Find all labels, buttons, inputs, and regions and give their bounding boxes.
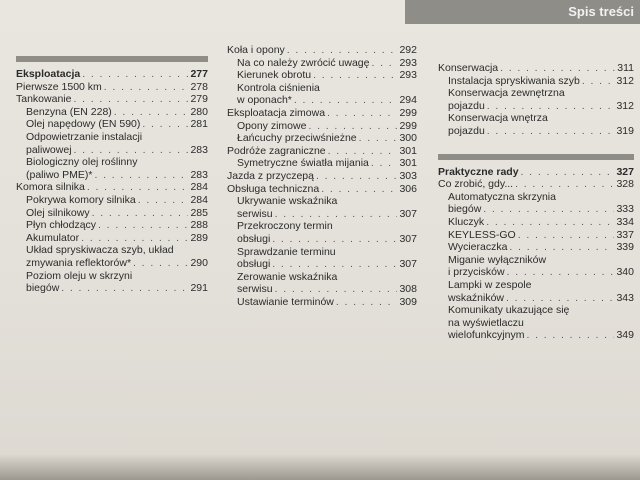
toc-entry-title: Instalacja spryskiwania szyb (448, 74, 580, 87)
toc-entry[interactable] (438, 254, 634, 279)
toc-entry[interactable] (438, 216, 634, 229)
toc-entry[interactable] (16, 106, 208, 119)
toc-entry-title: Kierunek obrotu (237, 69, 312, 82)
leader-dots (142, 118, 188, 131)
toc-entry-page: 337 (616, 228, 634, 241)
section-bar (16, 56, 208, 62)
toc-entry[interactable] (227, 271, 417, 296)
toc-entry-title-line: Komunikaty ukazujące się (448, 304, 570, 317)
leader-dots (316, 170, 398, 183)
leader-dots (336, 296, 398, 309)
leader-dots (509, 241, 614, 254)
toc-entry[interactable] (16, 93, 208, 106)
toc-entry-title-line: Konserwacja wnętrza (448, 112, 548, 125)
leader-dots (138, 194, 189, 207)
toc-entry[interactable] (438, 62, 634, 75)
toc-entry-page: 300 (399, 132, 417, 145)
toc-entry-title: Akumulator (26, 231, 80, 244)
toc-entry[interactable] (438, 279, 634, 304)
toc-entry-title-line: Układ spryskiwacza szyb, układ (26, 244, 174, 257)
toc-entry-page: 307 (399, 258, 417, 271)
toc-entry-title: Kluczyk (448, 215, 485, 228)
leader-dots (582, 75, 615, 88)
toc-entry-page: 327 (616, 165, 634, 178)
toc-entry-page: 307 (399, 207, 417, 220)
leader-dots (133, 257, 188, 270)
toc-entry-title-line: Zerowanie wskaźnika (237, 270, 338, 283)
toc-entry-title: Jazda z przyczepą (227, 169, 314, 182)
toc-entry[interactable] (438, 229, 634, 242)
toc-entry-page: 285 (190, 206, 208, 219)
leader-dots (313, 69, 397, 82)
toc-entry[interactable] (438, 166, 634, 179)
toc-entry-page: 290 (190, 256, 208, 269)
leader-dots (327, 107, 397, 120)
toc-entry-page: 307 (399, 232, 417, 245)
toc-entry[interactable] (438, 112, 634, 137)
toc-entry-title-line: Konserwacja zewnętrzna (448, 87, 565, 100)
toc-entry-page: 279 (190, 93, 208, 106)
toc-entry[interactable] (16, 181, 208, 194)
leader-dots (506, 292, 614, 305)
toc-entry[interactable] (227, 145, 417, 158)
toc-entry-page: 333 (616, 203, 634, 216)
leader-dots (104, 81, 189, 94)
leader-dots (73, 93, 188, 106)
toc-entry[interactable] (438, 304, 634, 342)
leader-dots (272, 233, 397, 246)
toc-entry-page: 312 (616, 74, 634, 87)
toc-entry[interactable] (16, 244, 208, 269)
toc-entry-title-line: Automatyczna skrzynia (448, 190, 556, 203)
toc-entry-page: 294 (399, 94, 417, 107)
toc-entry-title: Płyn chłodzący (26, 219, 97, 232)
toc-entry-page: 289 (190, 231, 208, 244)
toc-entry[interactable] (227, 195, 417, 220)
toc-entry-page: 328 (616, 178, 634, 191)
toc-entry-title: obsługi (237, 232, 271, 245)
toc-entry-title: Symetryczne światła mijania (237, 157, 369, 170)
toc-entry-title: wskaźników (448, 291, 505, 304)
toc-entry-title: i przycisków (448, 266, 505, 279)
toc-entry[interactable] (227, 220, 417, 245)
leader-dots (275, 208, 398, 221)
toc-entry-title: serwisu (237, 283, 273, 296)
header-bar (405, 0, 640, 24)
toc-entry-title: Olej napędowy (EN 590) (26, 118, 141, 131)
toc-entry-page: 306 (399, 182, 417, 195)
toc-entry-title-line: Miganie wyłączników (448, 253, 547, 266)
leader-dots (359, 132, 398, 145)
toc-entry[interactable] (16, 68, 208, 81)
leader-dots (272, 258, 397, 271)
leader-dots (275, 283, 398, 296)
toc-entry-title: Konserwacja (438, 62, 499, 74)
header-title: Spis treści (568, 4, 634, 19)
toc-entry-page: 291 (190, 282, 208, 295)
leader-dots (487, 125, 615, 138)
page-bottom-shadow (0, 454, 640, 480)
toc-entry-page: 293 (399, 69, 417, 82)
leader-dots (81, 232, 188, 245)
toc-entry[interactable] (16, 118, 208, 131)
toc-entry-title: Benzyna (EN 228) (26, 105, 112, 118)
leader-dots (61, 282, 188, 295)
toc-column-1 (16, 56, 208, 295)
toc-entry-page: 278 (190, 80, 208, 93)
toc-entry-title: Na co należy zwrócić uwagę (237, 56, 370, 69)
toc-entry[interactable] (227, 107, 417, 120)
leader-dots (521, 166, 615, 179)
toc-entry-title: Obsługa techniczna (227, 182, 320, 195)
toc-entry[interactable] (16, 219, 208, 232)
toc-entry-title-line: Sprawdzanie terminu (237, 245, 336, 258)
toc-entry[interactable] (438, 75, 634, 88)
toc-entry[interactable] (16, 207, 208, 220)
toc-entry-page: 340 (616, 266, 634, 279)
leader-dots (287, 44, 398, 57)
leader-dots (294, 94, 398, 107)
toc-entry-page: 301 (399, 144, 417, 157)
leader-dots (321, 183, 397, 196)
toc-entry-title: Pokrywa komory silnika (26, 193, 136, 206)
toc-entry-title: biegów (26, 282, 60, 295)
leader-dots (371, 57, 397, 70)
toc-entry-page: 288 (190, 219, 208, 232)
leader-dots (74, 144, 189, 157)
toc-entry-page: 339 (616, 241, 634, 254)
toc-entry[interactable] (227, 246, 417, 271)
toc-entry-title-line: Poziom oleju w skrzyni (26, 269, 133, 282)
toc-entry-title: Ustawianie terminów (237, 295, 334, 308)
toc-entry[interactable] (438, 241, 634, 254)
toc-entry-title-line: Biologiczny olej roślinny (26, 156, 138, 169)
toc-entry-title: serwisu (237, 207, 273, 220)
leader-dots (92, 207, 189, 220)
toc-entry-page: 309 (399, 295, 417, 308)
leader-dots (82, 68, 188, 81)
leader-dots (114, 106, 189, 119)
toc-entry[interactable] (227, 132, 417, 145)
toc-entry[interactable] (16, 81, 208, 94)
toc-entry-title: Eksploatacja (16, 68, 81, 80)
toc-entry-title: Koła i opony (227, 44, 285, 56)
toc-entry-title: Co zrobić, gdy... (438, 178, 514, 191)
toc-entry-title: biegów (448, 203, 482, 216)
toc-entry-page: 301 (399, 157, 417, 170)
toc-entry-page: 277 (190, 68, 208, 80)
toc-entry[interactable] (227, 69, 417, 82)
toc-entry[interactable] (227, 296, 417, 309)
toc-entry[interactable] (16, 156, 208, 181)
toc-entry[interactable] (227, 44, 417, 57)
toc-entry-page: 312 (616, 99, 634, 112)
leader-dots (483, 203, 614, 216)
toc-entry-page: 292 (399, 44, 417, 56)
toc-entry-title-line: Odpowietrzanie instalacji (26, 130, 143, 143)
toc-entry-title: paliwowej (26, 143, 72, 156)
toc-column-2 (227, 44, 417, 308)
toc-entry-page: 284 (190, 181, 208, 194)
toc-entry-title: pojazdu (448, 99, 485, 112)
toc-entry-title: w oponach* (237, 94, 292, 107)
toc-entry-title: Łańcuchy przeciwśnieżne (237, 132, 357, 145)
leader-dots (98, 219, 188, 232)
toc-entry[interactable] (16, 131, 208, 156)
toc-entry-page: 299 (399, 119, 417, 132)
toc-entry[interactable] (227, 82, 417, 107)
toc-entry-page: 349 (616, 329, 634, 342)
toc-entry-page: 303 (399, 169, 417, 182)
toc-entry-title-line: Przekroczony termin (237, 220, 333, 233)
toc-entry-title: Podróże zagraniczne (227, 144, 326, 157)
leader-dots (500, 62, 615, 75)
toc-entry-page: 308 (399, 283, 417, 296)
toc-column-3 (438, 62, 634, 342)
toc-entry[interactable] (16, 232, 208, 245)
toc-entry[interactable] (227, 170, 417, 183)
toc-entry-page: 283 (190, 143, 208, 156)
toc-entry-title: Komora silnika (16, 181, 85, 194)
leader-dots (87, 181, 189, 194)
toc-entry-page: 311 (617, 62, 634, 74)
toc-entry-title: wielofunkcyjnym (448, 329, 525, 342)
toc-entry-title: Olej silnikowy (26, 206, 90, 219)
toc-entry-title: KEYLESS-GO (448, 228, 516, 241)
toc-entry-page: 280 (190, 105, 208, 118)
toc-entry[interactable] (227, 157, 417, 170)
toc-entry-title-line: Ukrywanie wskaźnika (237, 195, 338, 208)
toc-entry-page: 281 (190, 118, 208, 131)
leader-dots (526, 329, 614, 342)
toc-entry-title: Tankowanie (16, 93, 72, 106)
leader-dots (487, 100, 615, 113)
toc-entry[interactable] (16, 194, 208, 207)
toc-entry-page: 334 (616, 215, 634, 228)
toc-entry-page: 293 (399, 56, 417, 69)
toc-entry[interactable] (438, 191, 634, 216)
toc-entry[interactable] (227, 183, 417, 196)
toc-entry-title-line: Kontrola ciśnienia (237, 81, 320, 94)
leader-dots (507, 266, 615, 279)
toc-entry[interactable] (438, 178, 634, 191)
toc-entry-page: 283 (190, 168, 208, 181)
toc-entry-title: Pierwsze 1500 km (16, 80, 102, 93)
toc-entry-page: 299 (399, 106, 417, 119)
toc-entry[interactable] (227, 57, 417, 70)
leader-dots (518, 229, 615, 242)
toc-entry-page: 343 (616, 291, 634, 304)
toc-entry[interactable] (16, 270, 208, 295)
leader-dots (371, 157, 398, 170)
toc-entry[interactable] (227, 120, 417, 133)
toc-entry-title: pojazdu (448, 124, 485, 137)
leader-dots (486, 216, 614, 229)
leader-dots (328, 145, 398, 158)
toc-entry-title: obsługi (237, 258, 271, 271)
leader-dots (308, 120, 397, 133)
toc-entry-page: 284 (190, 193, 208, 206)
toc-entry-title: Opony zimowe (237, 119, 307, 132)
toc-entry-title: Wycieraczka (448, 241, 508, 254)
toc-entry-page: 319 (616, 124, 634, 137)
section-bar (438, 154, 634, 160)
leader-dots (95, 169, 189, 182)
toc-entry-title: Praktyczne rady (438, 165, 519, 178)
toc-entry[interactable] (438, 87, 634, 112)
toc-entry-title: zmywania reflektorów* (26, 256, 132, 269)
toc-entry-title-line: Lampki w zespole (448, 278, 532, 291)
toc-entry-title-line: na wyświetlaczu (448, 316, 524, 329)
toc-entry-title: (paliwo PME)* (26, 168, 93, 181)
leader-dots (515, 178, 614, 191)
toc-entry-title: Eksploatacja zimowa (227, 106, 326, 119)
